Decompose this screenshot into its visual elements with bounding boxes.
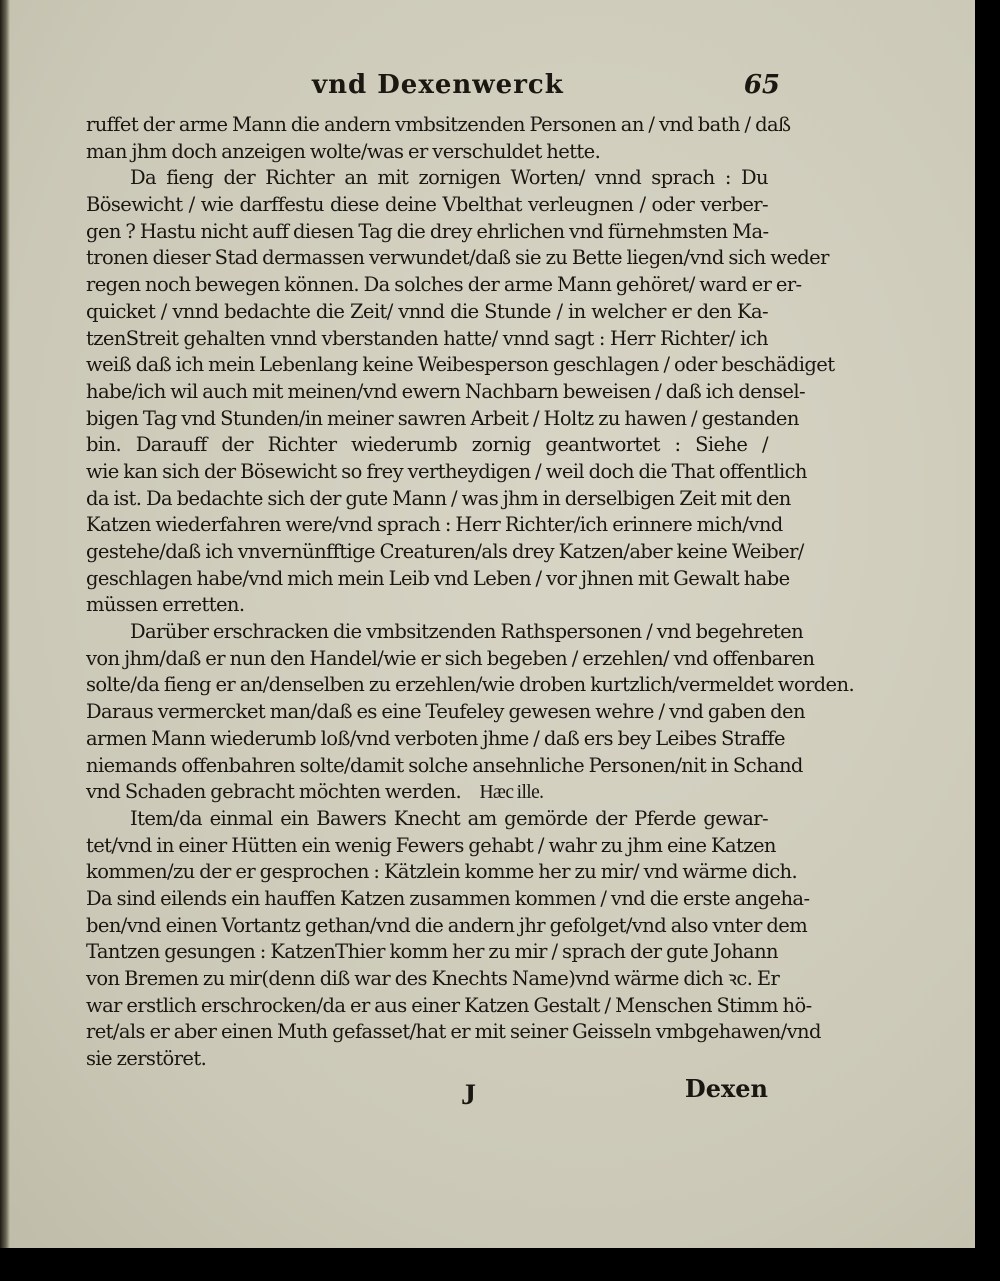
- text-line: [86, 459, 807, 486]
- text-line: [86, 833, 776, 860]
- text-line-content: man jhm doch anzeigen wolte/was er verschuldet hette.: [86, 139, 601, 163]
- text-line-content: war erstlich erschrocken/da er aus einer Katzen Gestalt / Menschen Stimm hö-: [86, 993, 812, 1017]
- text-line: [86, 566, 790, 593]
- text-line-content: bigen Tag vnd Stunden/in meiner sawren Arbeit / Holtz zu hawen / gestanden: [86, 406, 799, 430]
- text-line: [86, 726, 785, 753]
- text-line: [86, 779, 768, 806]
- text-line: [86, 486, 791, 513]
- text-line-content: Da fieng der Richter an mit zornigen Worten/ vnnd sprach : Du: [130, 166, 768, 190]
- text-line: [86, 993, 812, 1020]
- text-line: [86, 699, 805, 726]
- text-line: [86, 753, 803, 780]
- running-header: [300, 70, 780, 110]
- text-line: [86, 245, 829, 272]
- page-number: 65: [743, 70, 780, 100]
- text-line: [86, 672, 855, 699]
- text-line-content: weiß daß ich mein Lebenlang keine Weibesperson geschlagen / oder beschädiget: [86, 353, 835, 377]
- text-line-content: wie kan sich der Bösewicht so frey vertheydigen / weil doch die That offentlich: [86, 459, 807, 483]
- text-line: [86, 939, 778, 966]
- page-footer: [86, 1066, 768, 1116]
- text-line: [86, 619, 804, 646]
- text-line-content: sie zerstöret.: [86, 1047, 207, 1071]
- text-line: [86, 352, 835, 379]
- text-line-content: bin. Darauff der Richter wiederumb zornig geantwortet : Siehe /: [86, 433, 768, 457]
- text-line: [86, 406, 799, 433]
- text-line: [86, 913, 808, 940]
- text-line-content: Katzen wiederfahren were/vnd sprach : Herr Richter/ich erinnere mich/vnd: [86, 513, 783, 537]
- text-line: [86, 219, 768, 246]
- text-line-content: ruffet der arme Mann die andern vmbsitzenden Personen an / vnd bath / daß: [86, 113, 791, 136]
- latin-attribution: Hæc ille.: [479, 782, 544, 804]
- text-line-content: von Bremen zu mir(denn diß war des Knechts Name)vnd wärme dich ꝛc. Er: [86, 967, 780, 990]
- text-line-content: habe/ich wil auch mit meinen/vnd ewern Nachbarn beweisen / daß ich densel-: [86, 379, 806, 403]
- text-line-content: von jhm/daß er nun den Handel/wie er sich begeben / erzehlen/ vnd offenbaren: [86, 646, 815, 670]
- text-line-content: Daraus vermercket man/daß es eine Teufeley gewesen wehre / vnd gaben den: [86, 700, 805, 724]
- text-line-content: Da sind eilends ein hauffen Katzen zusammen kommen / vnd die erste angeha-: [86, 886, 810, 910]
- text-line-content: kommen/zu der er gesprochen : Kätzlein komme her zu mir/ vnd wärme dich.: [86, 860, 798, 884]
- text-line: [86, 326, 768, 353]
- text-line-content: müssen erretten.: [86, 593, 245, 617]
- text-line: [86, 192, 768, 219]
- text-line: [86, 539, 804, 566]
- text-line-content: Item/da einmal ein Bawers Knecht am gemörde der Pferde gewar-: [130, 806, 768, 830]
- text-line: [86, 272, 802, 299]
- text-line: [86, 139, 768, 166]
- text-line: [86, 112, 791, 139]
- text-line-content: da ist. Da bedachte sich der gute Mann / was jhm in derselbigen Zeit mit den: [86, 486, 791, 510]
- text-line: [86, 1019, 821, 1046]
- page-gutter-shadow: [0, 0, 10, 1248]
- text-line-content: solte/da fieng er an/denselben zu erzehlen/wie droben kurtzlich/vermeldet worden.: [86, 673, 855, 697]
- text-line-content: Bösewicht / wie darffestu diese deine Vbelthat verleugnen / oder verber-: [86, 193, 768, 217]
- text-line-content: ret/als er aber einen Muth gefasset/hat er mit seiner Geisseln vmbgehawen/vnd: [86, 1020, 821, 1044]
- text-line-content: Darüber erschracken die vmbsitzenden Rathspersonen / vnd begehreten: [130, 620, 804, 644]
- catchword: Dexen: [684, 1074, 768, 1103]
- text-line-content: quicket / vnnd bedachte die Zeit/ vnnd die Stunde / in welcher er den Ka-: [86, 299, 768, 323]
- text-line: [86, 806, 768, 833]
- text-line: [86, 299, 768, 326]
- text-line: [86, 432, 768, 459]
- text-line-content: tzenStreit gehalten vnnd vberstanden hatte/ vnnd sagt : Herr Richter/ ich: [86, 326, 768, 350]
- body-text: [86, 112, 855, 1073]
- text-line-content: vnd Schaden gebracht möchten werden.: [86, 780, 462, 804]
- text-line-content: ben/vnd einen Vortantz gethan/vnd die andern jhr gefolget/vnd also vnter dem: [86, 913, 808, 937]
- text-line: [86, 379, 806, 406]
- text-line: [86, 966, 780, 993]
- text-line-content: Tantzen gesungen : KatzenThier komm her zu mir / sprach der gute Johann: [86, 940, 778, 964]
- text-line-content: regen noch bewegen können. Da solches der arme Mann gehöret/ ward er er-: [86, 273, 802, 297]
- text-line-content: tet/vnd in einer Hütten ein wenig Fewers gehabt / wahr zu jhm eine Katzen: [86, 833, 776, 857]
- text-line-content: geschlagen habe/vnd mich mein Leib vnd Leben / vor jhnen mit Gewalt habe: [86, 566, 790, 590]
- text-line-content: tronen dieser Stad dermassen verwundet/daß sie zu Bette liegen/vnd sich weder: [86, 246, 829, 270]
- text-line: [86, 859, 798, 886]
- text-line: [86, 592, 768, 619]
- running-title: vnd Dexenwerck: [312, 70, 564, 100]
- text-line-content: gen ? Hastu nicht auff diesen Tag die drey ehrlichen vnd fürnehmsten Ma-: [86, 219, 769, 243]
- text-line: [86, 886, 810, 913]
- text-line-content: gestehe/daß ich vnvernünfftige Creaturen/als drey Katzen/aber keine Weiber/: [86, 540, 804, 563]
- text-line: [86, 165, 768, 192]
- text-line: [86, 646, 815, 673]
- signature-mark: J: [461, 1078, 476, 1111]
- text-line-content: armen Mann wiederumb loß/vnd verboten jhme / daß ers bey Leibes Straffe: [86, 726, 785, 750]
- text-line-content: niemands offenbahren solte/damit solche ansehnliche Personen/nit in Schand: [86, 753, 803, 777]
- text-line: [86, 512, 783, 539]
